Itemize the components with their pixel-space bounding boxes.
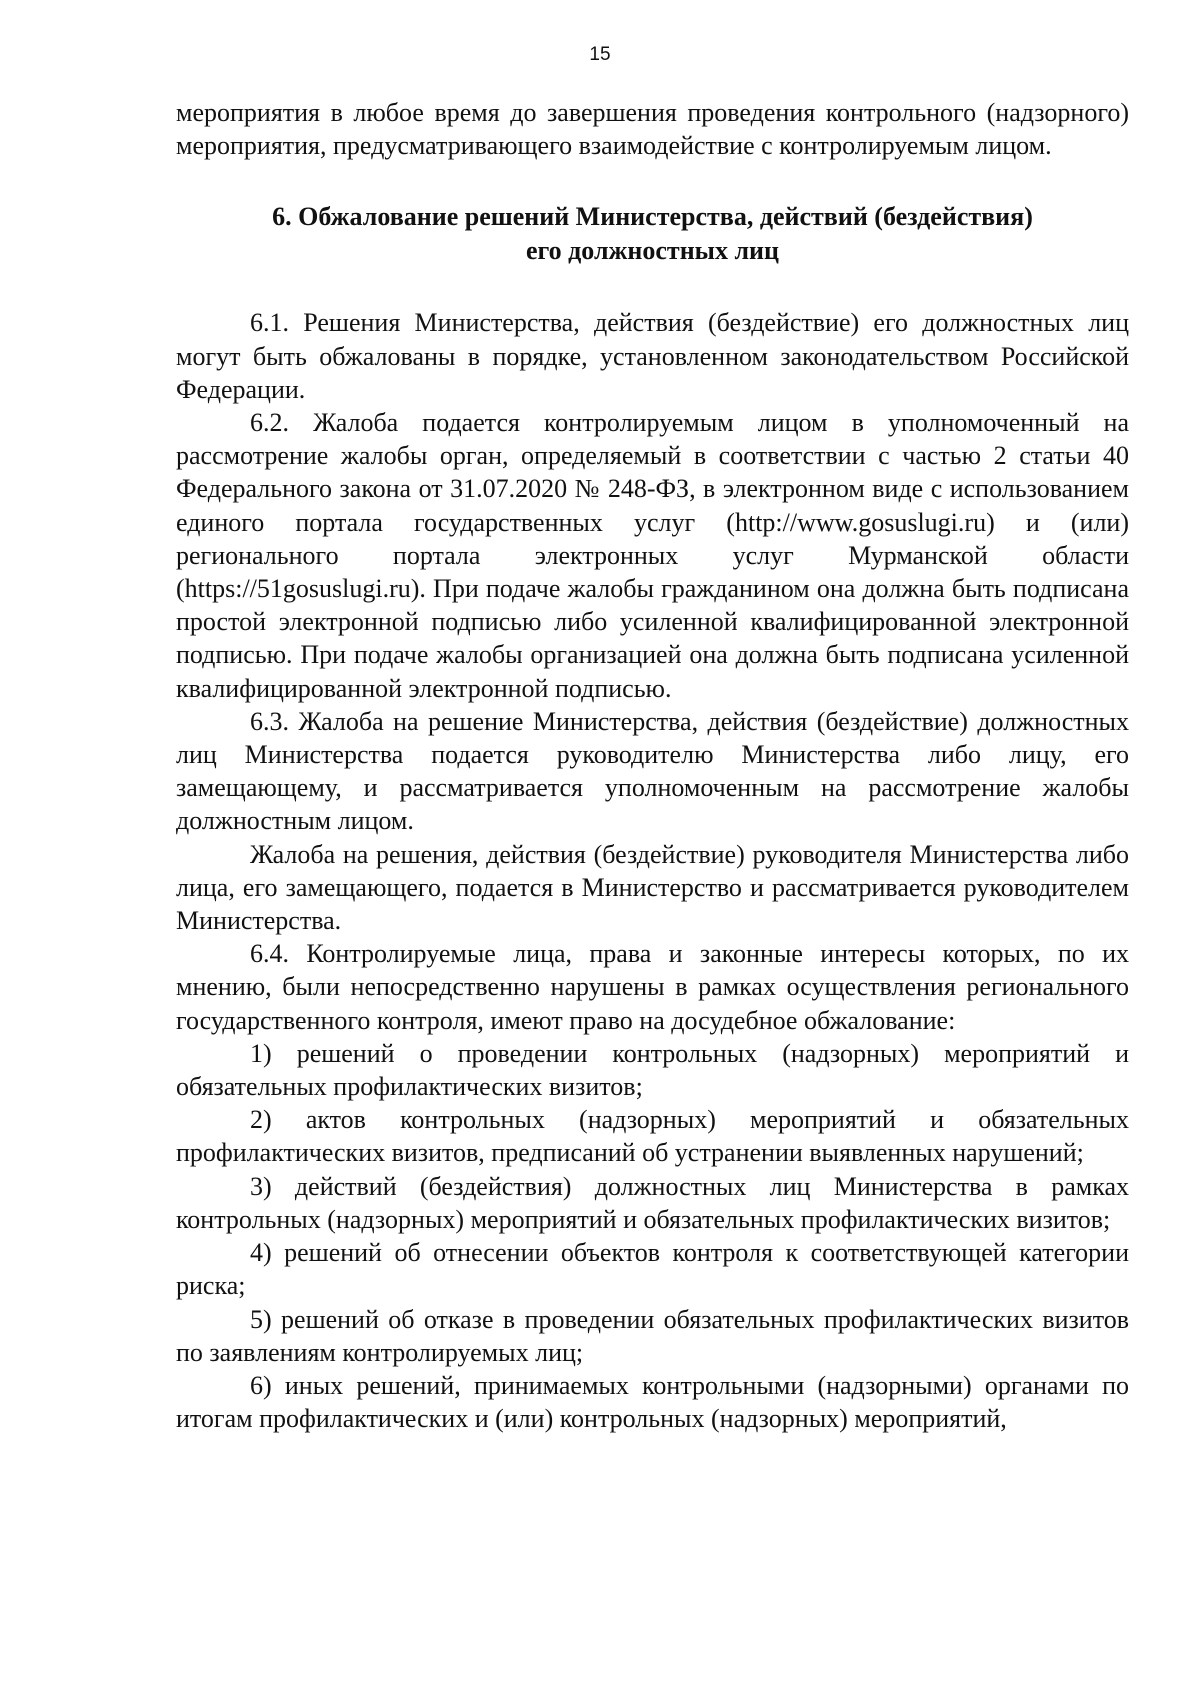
continuation-paragraph: мероприятия в любое время до завершения проведения контрольного (надзорного) мероприятия, предусматривающего взаимодействие с контролируемым лицом. — [176, 98, 1129, 161]
paragraph-6-4: 6.4. Контролируемые лица, права и законные интересы которых, по их мнению, были непосредственно нарушены в рамках осуществления регионального государственного контроля, имеют право на досудебное обжалование: — [176, 939, 1129, 1035]
paragraph-6-3: 6.3. Жалоба на решение Министерства, действия (бездействие) должностных лиц Министерства подается руководителю Министерства либо лицу, его замещающему, и рассматривается уполномоченным на рассмотрение жалобы должностным лицом. — [176, 706, 1129, 836]
list-item-1: 1) решений о проведении контрольных (надзорных) мероприятий и обязательных профилактических визитов; — [176, 1038, 1129, 1102]
section-heading-line-2: его должностных лиц — [525, 236, 780, 266]
document-body — [176, 96, 1129, 1435]
list-item-2: 2) актов контрольных (надзорных) мероприятий и обязательных профилактических визитов, предписаний об устранении выявленных нарушений; — [176, 1105, 1129, 1168]
paragraph-6-3-complaint-head: Жалоба на решения, действия (бездействие) руководителя Министерства либо лица, его замещающего, подается в Министерство и рассматривается руководителем Министерства. — [176, 839, 1129, 936]
list-item-5: 5) решений об отказе в проведении обязательных профилактических визитов по заявлениям контролируемых лиц; — [176, 1304, 1129, 1367]
list-item-4: 4) решений об отнесении объектов контроля к соответствующей категории риска; — [176, 1238, 1129, 1301]
paragraph-6-1: 6.1. Решения Министерства, действия (бездействие) его должностных лиц могут быть обжалованы в порядке, установленном законодательством Российской Федерации. — [176, 308, 1129, 404]
page-number: 15 — [589, 44, 611, 65]
list-item-3: 3) действий (бездействия) должностных лиц Министерства в рамках контрольных (надзорных) мероприятий и обязательных профилактических визитов; — [176, 1171, 1129, 1234]
section-heading-line-1: 6. Обжалование решений Министерства, действий (бездействия) — [272, 202, 1033, 232]
list-item-6: 6) иных решений, принимаемых контрольными (надзорными) органами по итогам профилактических и (или) контрольных (надзорных) мероприятий, — [176, 1370, 1129, 1434]
paragraph-6-2: 6.2. Жалоба подается контролируемым лицом в уполномоченный на рассмотрение жалобы орган, определяемый в соответствии с частью 2 статьи 40 Федерального закона от 31.07.2020 № 248-ФЗ, в электронном виде с использованием единого портала государственных услуг (http://www.gosuslugi.ru) и (или) регионального портала электронных услуг Мурманской области (https://51gosuslugi.ru). При подаче жалобы гражданином она должна быть подписана простой электронной подписью либо усиленной квалифицированной электронной подписью. При подаче жалобы организацией она должна быть подписана усиленной квалифицированной электронной подписью. — [176, 408, 1129, 703]
section-heading — [176, 200, 1129, 268]
